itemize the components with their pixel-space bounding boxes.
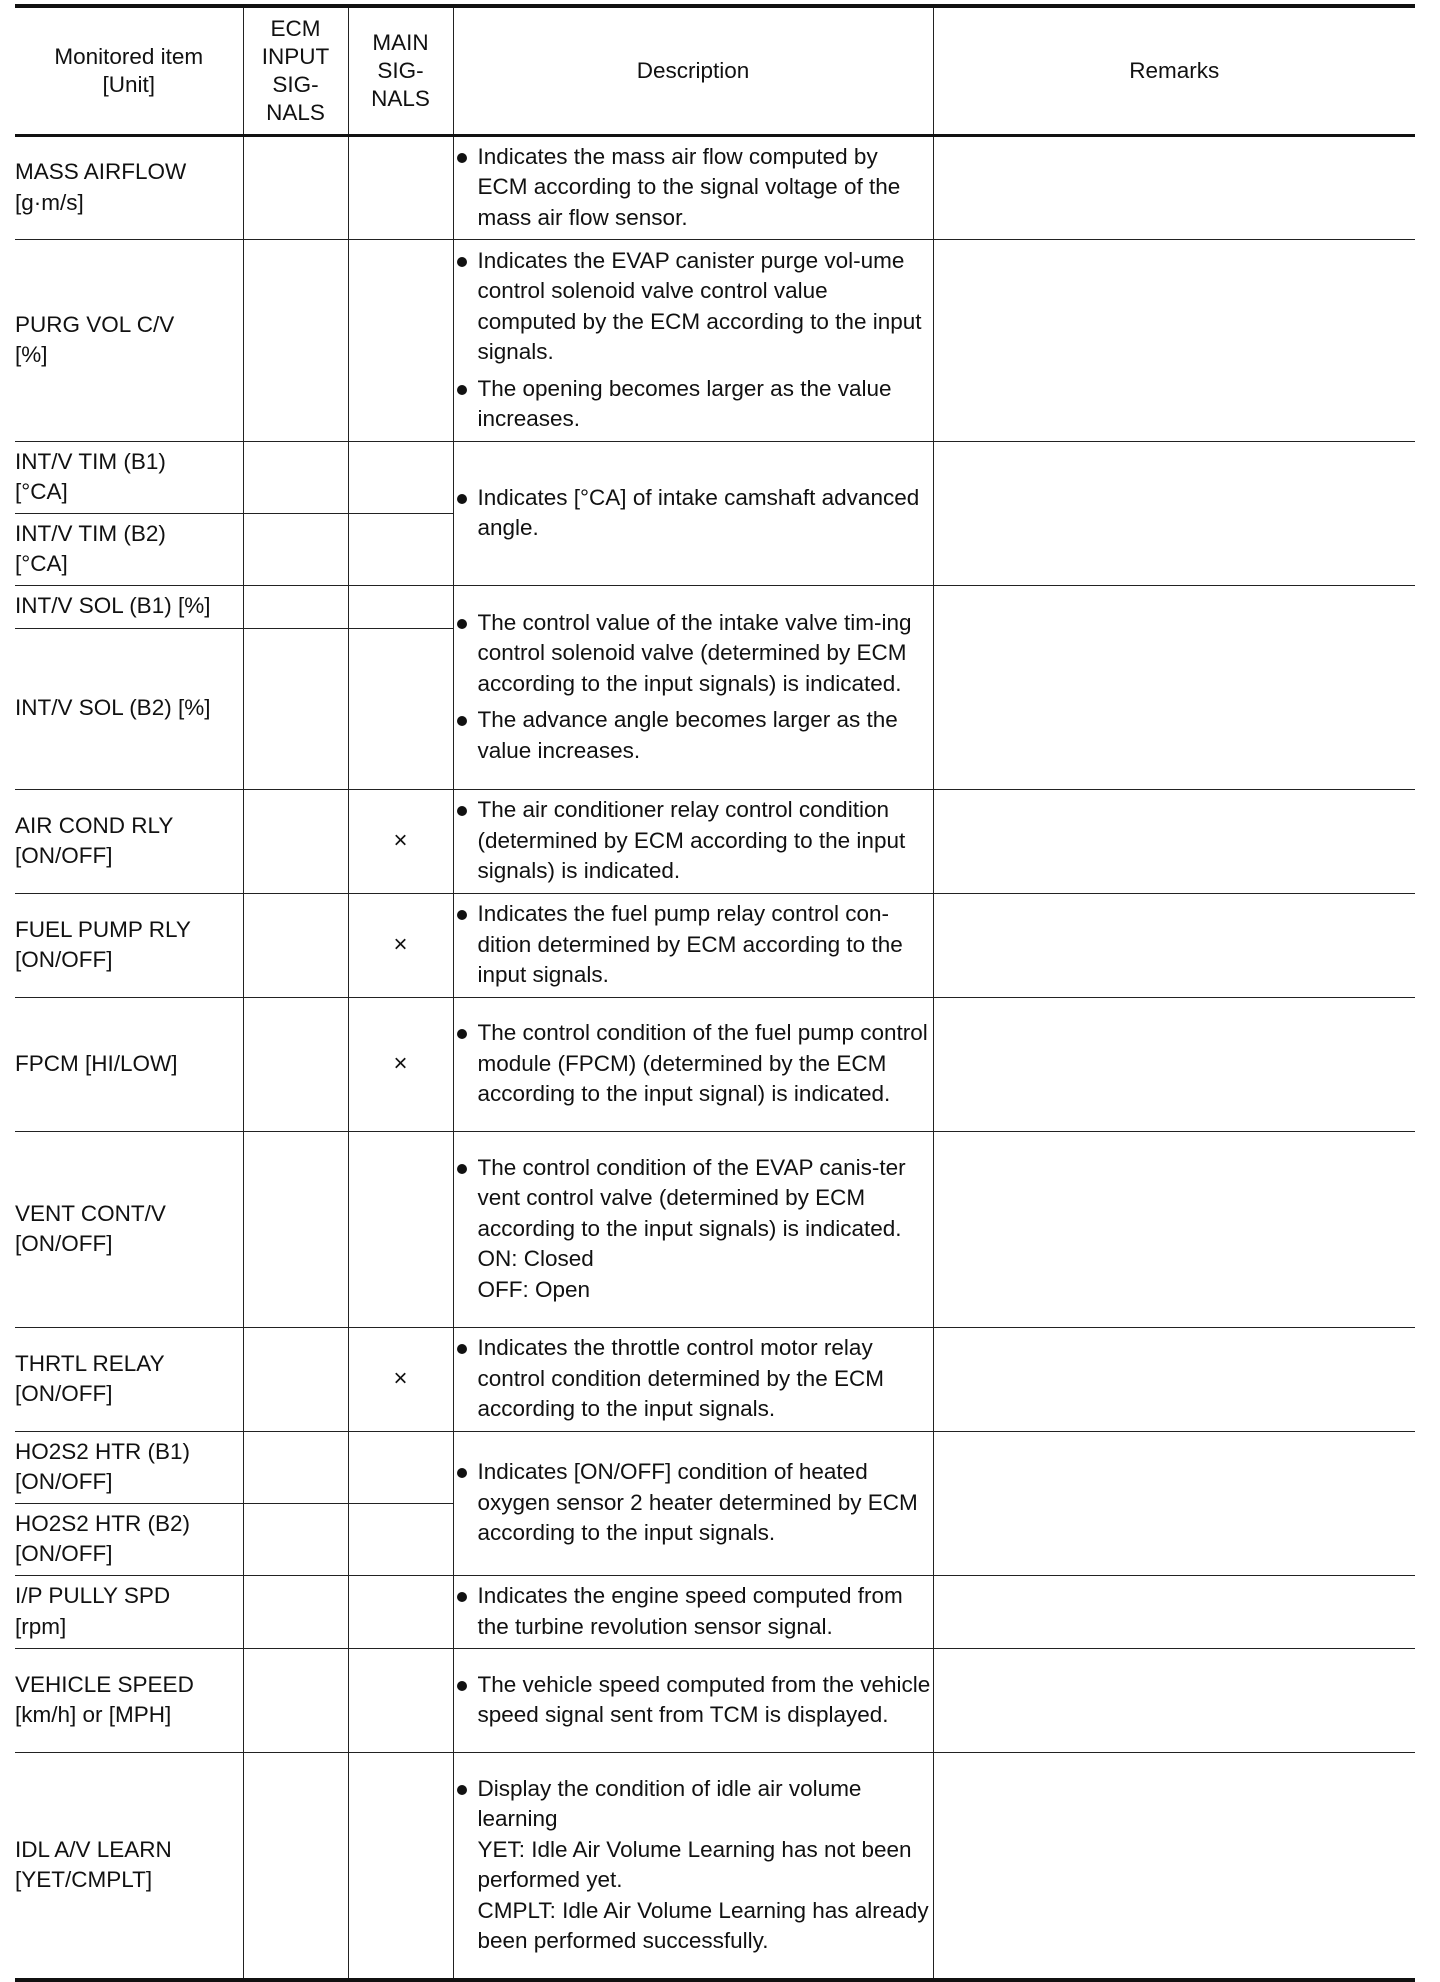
- header-remarks: Remarks: [933, 6, 1415, 135]
- ecm-input-cell: [243, 1503, 348, 1575]
- description-bullet: Indicates the fuel pump relay control con-dition determined by ECM according to the input signals.: [454, 899, 933, 991]
- ecm-input-cell: [243, 1648, 348, 1752]
- table-row: [15, 135, 1415, 239]
- description-cell: [453, 789, 933, 893]
- monitored-item-cell: MASS AIRFLOW [g·m/s]: [15, 135, 243, 239]
- monitored-item-cell: HO2S2 HTR (B1) [ON/OFF]: [15, 1431, 243, 1503]
- ecm-input-cell: [243, 1327, 348, 1431]
- description-bullet: Indicates [ON/OFF] condition of heated oxygen sensor 2 heater determined by ECM according to the input signals.: [454, 1457, 933, 1549]
- description-cell: [453, 1431, 933, 1575]
- monitored-item-cell: THRTL RELAY [ON/OFF]: [15, 1327, 243, 1431]
- main-signal-cell: [348, 628, 453, 789]
- remarks-cell: [933, 441, 1415, 585]
- monitored-item-cell: AIR COND RLY [ON/OFF]: [15, 789, 243, 893]
- monitored-item-cell: HO2S2 HTR (B2) [ON/OFF]: [15, 1503, 243, 1575]
- remarks-cell: [933, 239, 1415, 441]
- description-bullet: The vehicle speed computed from the vehicle speed signal sent from TCM is displayed.: [454, 1670, 933, 1731]
- monitored-item-cell: FUEL PUMP RLY [ON/OFF]: [15, 893, 243, 997]
- ecm-input-cell: [243, 1431, 348, 1503]
- description-bullet: The control condition of the EVAP canis-ter vent control valve (determined by ECM according to the input signals) is indicated.: [454, 1153, 933, 1245]
- ecm-input-cell: [243, 441, 348, 513]
- header-description: Description: [453, 6, 933, 135]
- main-signal-mark: ×: [348, 893, 453, 997]
- main-signal-cell: [348, 1575, 453, 1648]
- description-detail: ON: Closed: [477, 1246, 594, 1272]
- description-bullet: Indicates [°CA] of intake camshaft advanced angle.: [454, 483, 933, 544]
- monitored-item-cell: PURG VOL C/V [%]: [15, 239, 243, 441]
- table-row: [15, 1131, 1415, 1327]
- remarks-cell: [933, 997, 1415, 1131]
- main-signal-cell: [348, 1648, 453, 1752]
- monitored-item-cell: VENT CONT/V [ON/OFF]: [15, 1131, 243, 1327]
- table-row: [15, 893, 1415, 997]
- description-cell: [453, 1752, 933, 1980]
- ecm-input-cell: [243, 789, 348, 893]
- monitored-item-cell: INT/V TIM (B1) [°CA]: [15, 441, 243, 513]
- monitored-item-cell: INT/V SOL (B2) [%]: [15, 628, 243, 789]
- monitored-items-table: [15, 4, 1415, 1982]
- main-signal-mark: ×: [348, 997, 453, 1131]
- description-cell: [453, 1327, 933, 1431]
- ecm-input-cell: [243, 1575, 348, 1648]
- table-row: [15, 1752, 1415, 1980]
- ecm-input-cell: [243, 1131, 348, 1327]
- main-signal-cell: [348, 1431, 453, 1503]
- table-row: [15, 1327, 1415, 1431]
- remarks-cell: [933, 1431, 1415, 1575]
- main-signal-cell: [348, 1131, 453, 1327]
- description-cell: [453, 1648, 933, 1752]
- main-signal-cell: [348, 1503, 453, 1575]
- header-main-signals: MAIN SIG- NALS: [348, 6, 453, 135]
- description-cell: [453, 1131, 933, 1327]
- description-cell: [453, 441, 933, 585]
- remarks-cell: [933, 135, 1415, 239]
- description-bullet: Indicates the throttle control motor relay control condition determined by the ECM according to the input signals.: [454, 1333, 933, 1425]
- table-row: [15, 585, 1415, 628]
- remarks-cell: [933, 1327, 1415, 1431]
- main-signal-cell: [348, 513, 453, 585]
- main-signal-mark: ×: [348, 789, 453, 893]
- description-cell: [453, 585, 933, 789]
- description-bullet: Display the condition of idle air volume learning: [454, 1774, 933, 1835]
- remarks-cell: [933, 1752, 1415, 1980]
- remarks-cell: [933, 1131, 1415, 1327]
- remarks-cell: [933, 789, 1415, 893]
- description-detail: CMPLT: Idle Air Volume Learning has already been performed successfully.: [477, 1897, 929, 1954]
- ecm-input-cell: [243, 1752, 348, 1980]
- remarks-cell: [933, 893, 1415, 997]
- description-bullet: The control value of the intake valve tim-ing control solenoid valve (determined by ECM according to the input signals) is indicated.: [454, 608, 933, 700]
- ecm-input-cell: [243, 135, 348, 239]
- remarks-cell: [933, 1575, 1415, 1648]
- monitored-item-cell: I/P PULLY SPD [rpm]: [15, 1575, 243, 1648]
- monitored-item-cell: VEHICLE SPEED [km/h] or [MPH]: [15, 1648, 243, 1752]
- ecm-input-cell: [243, 997, 348, 1131]
- table-header-row: [15, 6, 1415, 135]
- header-ecm-input-signals: ECM INPUT SIG- NALS: [243, 6, 348, 135]
- header-monitored-item: Monitored item [Unit]: [15, 6, 243, 135]
- table-row: [15, 1648, 1415, 1752]
- description-bullet: Indicates the mass air flow computed by ECM according to the signal voltage of the mass air flow sensor.: [454, 142, 933, 234]
- description-bullet: The advance angle becomes larger as the value increases.: [454, 705, 933, 766]
- monitored-item-cell: IDL A/V LEARN [YET/CMPLT]: [15, 1752, 243, 1980]
- ecm-input-cell: [243, 893, 348, 997]
- description-bullet: Indicates the EVAP canister purge vol-ume control solenoid valve control value computed by the ECM according to the input signals.: [454, 246, 933, 368]
- remarks-cell: [933, 1648, 1415, 1752]
- main-signal-cell: [348, 135, 453, 239]
- monitored-item-cell: INT/V TIM (B2) [°CA]: [15, 513, 243, 585]
- ecm-input-cell: [243, 628, 348, 789]
- description-cell: [453, 239, 933, 441]
- main-signal-cell: [348, 1752, 453, 1980]
- main-signal-cell: [348, 239, 453, 441]
- description-bullet: Indicates the engine speed computed from the turbine revolution sensor signal.: [454, 1581, 933, 1642]
- monitored-item-cell: FPCM [HI/LOW]: [15, 997, 243, 1131]
- description-cell: [453, 997, 933, 1131]
- main-signal-mark: ×: [348, 1327, 453, 1431]
- table-row: [15, 997, 1415, 1131]
- description-cell: [453, 893, 933, 997]
- description-bullet: The opening becomes larger as the value increases.: [454, 374, 933, 435]
- description-bullet: The air conditioner relay control condition (determined by ECM according to the input signals) is indicated.: [454, 795, 933, 887]
- main-signal-cell: [348, 441, 453, 513]
- description-bullet: The control condition of the fuel pump control module (FPCM) (determined by the ECM according to the input signal) is indicated.: [454, 1018, 933, 1110]
- description-detail: YET: Idle Air Volume Learning has not been performed yet.: [477, 1836, 912, 1893]
- table-row: [15, 789, 1415, 893]
- ecm-input-cell: [243, 239, 348, 441]
- description-cell: [453, 1575, 933, 1648]
- ecm-input-cell: [243, 513, 348, 585]
- table-row: [15, 1431, 1415, 1503]
- ecm-input-cell: [243, 585, 348, 628]
- remarks-cell: [933, 585, 1415, 789]
- description-detail: OFF: Open: [477, 1276, 591, 1302]
- monitored-item-cell: INT/V SOL (B1) [%]: [15, 585, 243, 628]
- table-row: [15, 441, 1415, 513]
- table-row: [15, 1575, 1415, 1648]
- main-signal-cell: [348, 585, 453, 628]
- description-cell: [453, 135, 933, 239]
- table-row: [15, 239, 1415, 441]
